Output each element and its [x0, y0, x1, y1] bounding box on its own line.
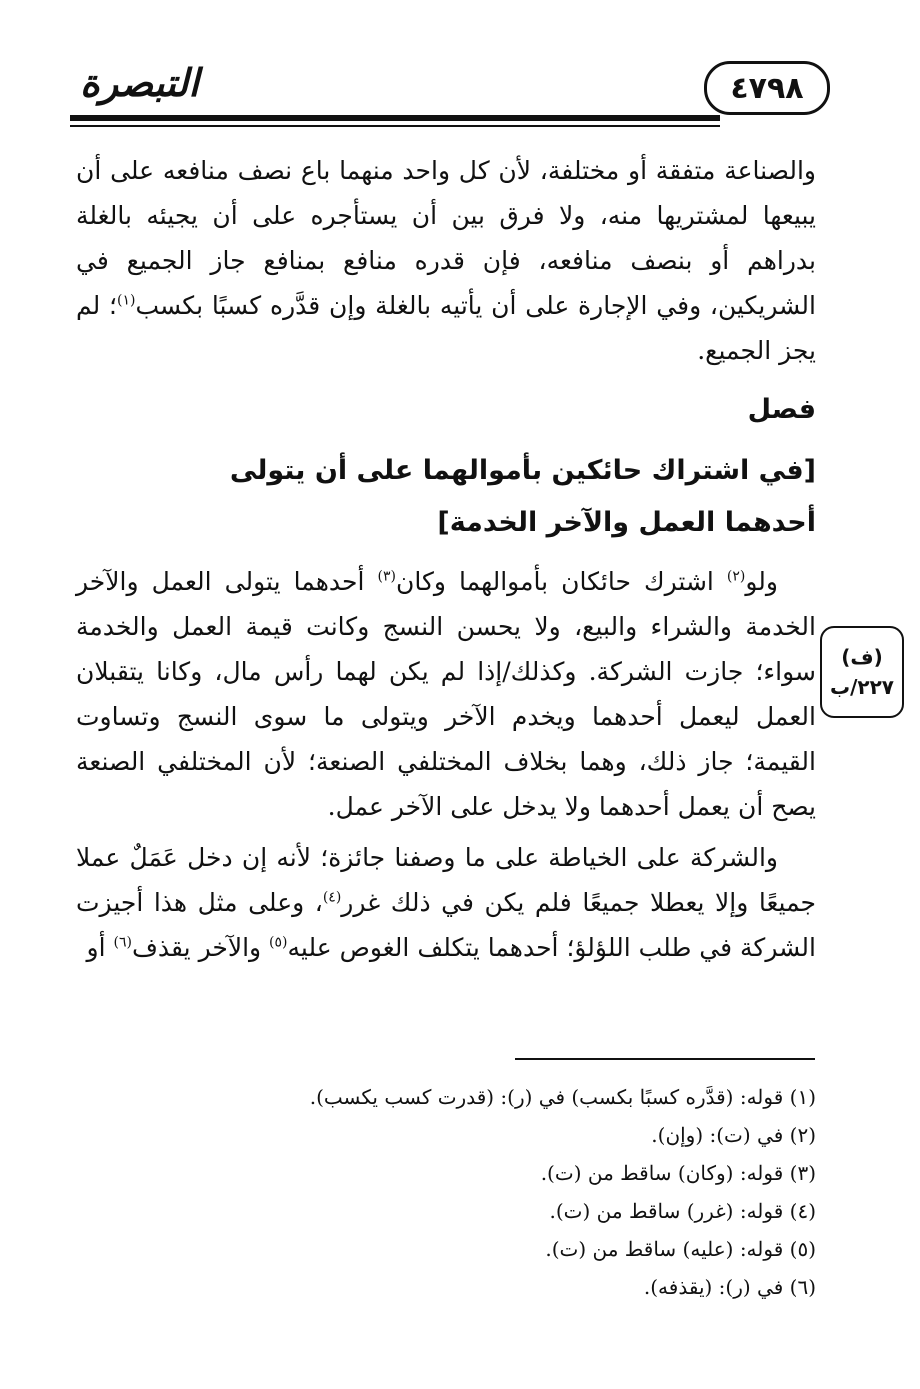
footnote-6: (٦) في (ر): (يقذفه).	[643, 1275, 816, 1299]
paragraph-3-text-c: والآخر يقذف	[131, 933, 270, 962]
section-subheading-line-1: [في اشتراك حائكين بأموالهما على أن يتولى	[229, 455, 816, 486]
header-rule-thick	[70, 115, 720, 121]
page-header	[70, 55, 830, 130]
paragraph-2-text-a: ولو	[745, 567, 778, 596]
footnote-4: (٤) قوله: (غرر) ساقط من (ت).	[549, 1199, 816, 1223]
paragraph-1	[76, 148, 816, 373]
page-number: ٤٧٩٨	[704, 61, 830, 115]
section-subheading	[76, 445, 816, 549]
header-rule-thin	[70, 125, 720, 127]
folio-note-line-2: ٢٢٧/ب	[829, 675, 895, 699]
footnote-ref-1: (١)	[116, 292, 136, 309]
paragraph-3	[76, 835, 816, 970]
footnote-ref-6: (٦)	[113, 934, 132, 951]
section-subheading-line-2: أحدهما العمل والآخر الخدمة]	[437, 507, 816, 538]
paragraph-3-text-a: والشركة على الخياطة على ما وصفنا جائزة؛ لأنه إن دخل عَمَلٌ عملا جميعًا وإلا يعطلا جميعًا فلم يكن في ذلك غرر	[76, 843, 816, 917]
footnote-ref-2: (٢)	[726, 568, 746, 585]
book-title: التبصرة	[80, 61, 199, 105]
manuscript-folio-note	[820, 626, 904, 718]
paragraph-2	[76, 559, 816, 829]
paragraph-3-text-d: أو	[86, 933, 114, 962]
paragraph-2-text-c: أحدهما يتولى العمل والآخر الخدمة والشراء والبيع، ولا يحسن النسج وكانت قيمة العمل والخدمة سواء؛ جازت الشركة. وكذلك/إذا لم يكن لهما رأس مال، وكانا يتقبلان العمل ليعمل أحدهما ويخدم الآخر ويتولى ما سوى النسج وتساوت القيمة؛ جاز ذلك، وهما بخلاف المختلفي الصنعة؛ لأن المختلفي الصنعة يصح أن يعمل أحدهما ولا يدخل على الآخر عمل.	[76, 567, 816, 821]
footnotes	[76, 1078, 816, 1306]
footnote-2: (٢) في (ت): (وإن).	[651, 1123, 816, 1147]
footnote-separator	[515, 1058, 815, 1060]
footnote-1: (١) قوله: (قدَّره كسبًا بكسب) في (ر): (قدرت كسب يكسب).	[309, 1085, 816, 1109]
footnote-3: (٣) قوله: (وكان) ساقط من (ت).	[540, 1161, 816, 1185]
paragraph-1-end: ؛ لم يجز الجميع.	[76, 291, 816, 365]
footnote-ref-5: (٥)	[269, 934, 288, 951]
main-text	[76, 148, 816, 970]
footnote-5: (٥) قوله: (عليه) ساقط من (ت).	[545, 1237, 816, 1261]
paragraph-3-text-b: ، وعلى مثل هذا أجيزت الشركة في طلب اللؤلؤ؛ أحدهما يتكلف الغوص عليه	[76, 888, 816, 962]
paragraph-2-text-b: اشترك حائكان بأموالهما وكان	[395, 567, 727, 596]
paragraph-1-text: والصناعة متفقة أو مختلفة، لأن كل واحد منهما باع نصف منافعه على أن يبيعها لمشتريها منه، ولا فرق بين أن يستأجره على أن يجيئه بالغلة بدراهم أو بنصف منافعه، فإن قدره منافع بمنافع جاز الجميع في الشريكين، وفي الإجارة على أن يأتيه بالغلة وإن قدَّره كسبًا بكسب	[76, 156, 816, 320]
footnote-ref-4: (٤)	[322, 889, 342, 906]
footnote-ref-3: (٣)	[377, 568, 396, 585]
section-heading: فصل	[747, 394, 816, 425]
folio-note-line-1: (ف)	[841, 645, 883, 669]
